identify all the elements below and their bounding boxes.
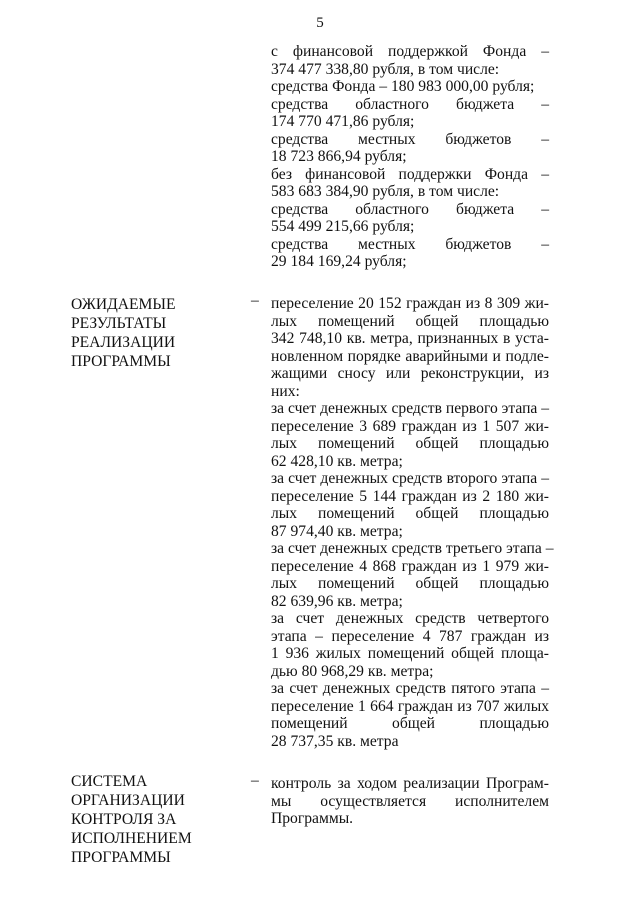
text-line: 87 974,40 кв. метра; (271, 522, 403, 540)
label-line: ОЖИДАЕМЫЕ (71, 296, 176, 313)
text-line: за счет денежных средств третьего этапа – (271, 540, 554, 557)
text-line: 29 184 169,24 рубля; (271, 253, 407, 270)
text-line: за счет денежных средств второго этапа – (271, 470, 549, 487)
label-line: КОНТРОЛЯ ЗА (71, 811, 177, 828)
results-text-block (271, 295, 554, 750)
text-line: этапа – переселение 4 787 граждан из (271, 627, 549, 645)
text-line: без финансовой поддержки Фонда – (271, 165, 549, 183)
text-line: переселение 4 868 граждан из 1 979 жи- (271, 557, 549, 575)
text-line: 583 683 384,90 рубля, в том числе: (271, 183, 500, 200)
text-line: 342 748,10 кв. метра, признанных в уста- (271, 330, 549, 347)
text-line: 1 936 жилых помещений общей площа- (271, 645, 549, 662)
funding-text-block (271, 43, 549, 271)
control-section-label (71, 772, 241, 867)
text-line: с финансовой поддержкой Фонда – (271, 43, 549, 60)
text-line: 374 477 338,80 рубля, в том числе: (271, 60, 500, 78)
text-line: лых помещений общей площадью (271, 435, 549, 452)
text-line: за счет денежных средств первого этапа – (271, 400, 550, 417)
text-line: лых помещений общей площадью (271, 312, 549, 330)
text-line: средства Фонда – 180 983 000,00 рубля; (271, 78, 535, 95)
control-dash: – (251, 772, 259, 789)
text-line: 174 770 471,86 рубля; (271, 113, 415, 130)
text-line: контроль за ходом реализации Програм- (271, 775, 549, 792)
results-dash: – (251, 292, 259, 309)
text-line: переселение 20 152 граждан из 8 309 жи- (271, 295, 549, 312)
text-line: новленном порядке аварийными и подле- (271, 347, 549, 365)
text-line: за счет денежных средств пятого этапа – (271, 680, 549, 697)
text-line: них: (271, 382, 300, 400)
text-line: переселение 1 664 граждан из 707 жилых (271, 697, 549, 715)
text-line: жащими сносу или реконструкции, из (271, 365, 549, 382)
text-line: помещений общей площадью (271, 715, 549, 732)
label-line: ПРОГРАММЫ (71, 353, 171, 370)
text-line: Программы. (271, 810, 354, 827)
label-line: СИСТЕМА (71, 773, 148, 790)
text-line: 82 639,96 кв. метра; (271, 592, 403, 610)
text-line: за счет денежных средств четвертого (271, 610, 549, 627)
results-section-label (71, 295, 241, 371)
text-line: мы осуществляется исполнителем (271, 792, 549, 810)
page-number: 5 (316, 15, 324, 31)
text-line: лых помещений общей площадью (271, 575, 549, 592)
label-line: ИСПОЛНЕНИЕМ (71, 830, 192, 847)
text-line: средства местных бюджетов – (271, 235, 549, 253)
text-line: дью 80 968,29 кв. метра; (271, 662, 434, 680)
text-line: средства областного бюджета – (271, 200, 549, 218)
text-line: переселение 5 144 граждан из 2 180 жи- (271, 487, 549, 505)
text-line: переселение 3 689 граждан из 1 507 жи- (271, 417, 549, 435)
label-line: РЕЗУЛЬТАТЫ (71, 315, 167, 332)
text-line: 62 428,10 кв. метра; (271, 452, 403, 470)
text-line: 18 723 866,94 рубля; (271, 148, 407, 165)
text-line: средства местных бюджетов – (271, 130, 549, 148)
text-line: лых помещений общей площадью (271, 505, 549, 522)
label-line: РЕАЛИЗАЦИИ (71, 334, 176, 351)
text-line: 554 499 215,66 рубля; (271, 218, 415, 235)
control-text-block (271, 775, 549, 828)
text-line: средства областного бюджета – (271, 95, 549, 113)
label-line: ПРОГРАММЫ (71, 849, 171, 866)
text-line: 28 737,35 кв. метра (271, 732, 399, 750)
label-line: ОРГАНИЗАЦИИ (71, 792, 185, 809)
